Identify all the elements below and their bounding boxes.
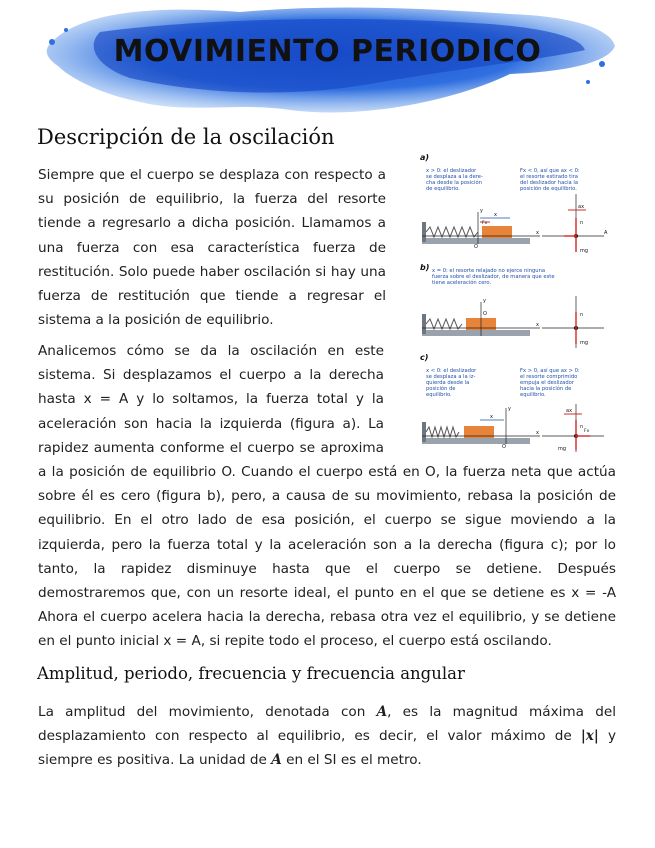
panel-c-n: n	[580, 424, 584, 430]
panel-a-wall	[422, 222, 426, 242]
panel-a-note-right-2: el resorte estirado tira	[520, 174, 578, 180]
panel-a-note-right-3: del deslizador hacia la	[520, 180, 579, 186]
symbol-a: A	[376, 704, 388, 720]
panel-a-note-right-1: Fx < 0, así que ax < 0:	[520, 168, 580, 174]
panel-c-note-right-4: hacia la posición de	[520, 386, 572, 392]
panel-c-label: c)	[420, 353, 429, 362]
panel-a-note-right-4: posición de equilibrio.	[520, 186, 577, 192]
panel-a-x-axis: x	[536, 230, 539, 236]
figure-panel-b	[420, 263, 604, 348]
panel-b-n: n	[580, 312, 584, 318]
figure-panel-c	[420, 353, 604, 452]
section-heading-oscillation: Descripción de la oscilación	[37, 125, 335, 149]
panel-c-y: y	[508, 406, 511, 412]
amplitude-text-3: y siempre es positiva. La unidad de	[38, 728, 617, 769]
panel-b-note-2: fuerza sobre el deslizador, de manera que este	[432, 274, 555, 280]
panel-c-spring	[426, 427, 459, 437]
panel-a-note-left-1: x > 0: el deslizador	[426, 168, 477, 174]
panel-a-x-label: x	[494, 212, 497, 218]
panel-b-note-3: tiene aceleración cero.	[432, 280, 492, 286]
panel-c-note-left-1: x < 0: el deslizador	[426, 368, 477, 374]
panel-a-note-left-4: de equilibrio.	[426, 186, 460, 192]
symbol-abs-x: |x|	[580, 728, 599, 745]
page-title: MOVIMIENTO PERIODICO	[113, 34, 542, 69]
panel-b-y: y	[483, 298, 486, 304]
panel-b-wall	[422, 314, 426, 334]
panel-c-origin: O	[502, 444, 506, 450]
panel-a-n: n	[580, 220, 584, 226]
panel-c-wall	[422, 422, 426, 442]
panel-c-note-left-5: equilibrio.	[426, 392, 452, 398]
panel-c-track	[422, 438, 530, 444]
panel-a-origin: O	[474, 244, 478, 250]
panel-b-label: b)	[420, 263, 430, 272]
panel-a-fx: Fx	[482, 221, 488, 226]
panel-c-note-right-2: el resorte comprimido	[520, 374, 578, 380]
panel-a-spring	[426, 227, 478, 237]
figure-panel-a	[420, 153, 608, 254]
paragraph-amplitude	[38, 700, 616, 773]
panel-c-note-left-2: se desplaza a la iz-	[426, 374, 476, 380]
paragraph-restoring-force: Siempre que el cuerpo se desplaza con respecto a su posición de equilibrio, la fuerza del resorte tiende a regresarlo a dicha posición. Llamamos a una fuerza con esa característica fuerza de restitución. Solo puede haber oscilación si hay una fuerza de restitución que tiende a regresar el sistema a la posición de equilibrio.	[38, 167, 386, 329]
amplitude-text-4: en el SI es el metro.	[281, 752, 422, 769]
panel-c-x-label: x	[490, 414, 493, 420]
panel-b-track	[422, 330, 530, 336]
panel-b-note-1: x = 0: el resorte relajado no ejerce ninguna	[432, 268, 546, 274]
panel-c-ax: ax	[566, 408, 573, 414]
panel-a-note-left-2: se desplaza a la dere-	[426, 174, 483, 180]
panel-c-note-left-3: quierda desde la	[426, 380, 470, 386]
panel-a-note-left-3: cha desde la posición	[426, 180, 482, 186]
panel-b-origin: O	[483, 311, 487, 317]
panel-c-fx: Fx	[584, 429, 590, 434]
panel-a-ax: ax	[578, 204, 585, 210]
symbol-a-2: A	[271, 752, 282, 769]
paragraph-oscillation-text: Analicemos cómo se da la oscilación en este sistema. Si desplazamos el cuerpo a la derecha hasta x = A y lo soltamos, la fuerza total y la aceleración son hacia la izquierda (figura a). La rapidez aumenta conforme el cuerpo se aproxima a la posición de equilibrio O. Cuando el cuerpo está en O, la fuerza neta que actúa sobre él es cero (figura b), pero, a causa de su movimiento, rebasa la posición de equilibrio. En el otro lado de esa posición, el cuerpo se sigue moviendo a la izquierda, pero la fuerza total y la aceleración son a la derecha (figura c); por lo tanto, la rapidez disminuye hasta que el cuerpo se detiene. Después demostraremos que, con un resorte ideal, el punto en el que se detiene es x = -A Ahora el cuerpo acelera hacia la derecha, rebasa otra vez el equilibrio, y se detiene en el punto inicial x = A, si repite todo el proceso, el cuerpo está oscilando.	[38, 343, 616, 650]
panel-a-label: a)	[420, 153, 430, 162]
section-heading-amplitude: Amplitud, periodo, frecuencia y frecuencia angular	[37, 664, 465, 683]
amplitude-text-1: La amplitud del movimiento, denotada con	[38, 704, 377, 720]
panel-c-note-right-5: equilibrio.	[520, 392, 546, 398]
panel-c-note-right-3: empuja el deslizador	[520, 380, 574, 386]
panel-b-spring	[426, 319, 462, 329]
panel-a-y: y	[480, 208, 483, 214]
spring-oscillation-figure	[418, 152, 618, 452]
amplitude-text-2: , es la magnitud máxima del desplazamiento con respecto al equilibrio, es decir, el valor máximo de	[38, 704, 616, 745]
panel-a-amplitude-label: A	[604, 230, 608, 236]
panel-c-x-axis: x	[536, 430, 539, 436]
panel-a-mg: mg	[580, 248, 589, 254]
panel-c-note-right-1: Fx > 0, así que ax > 0:	[520, 368, 580, 374]
panel-c-mg: mg	[558, 446, 567, 452]
panel-b-x-axis: x	[536, 322, 539, 328]
panel-b-mg: mg	[580, 340, 589, 346]
panel-c-note-left-4: posición de	[426, 386, 456, 392]
